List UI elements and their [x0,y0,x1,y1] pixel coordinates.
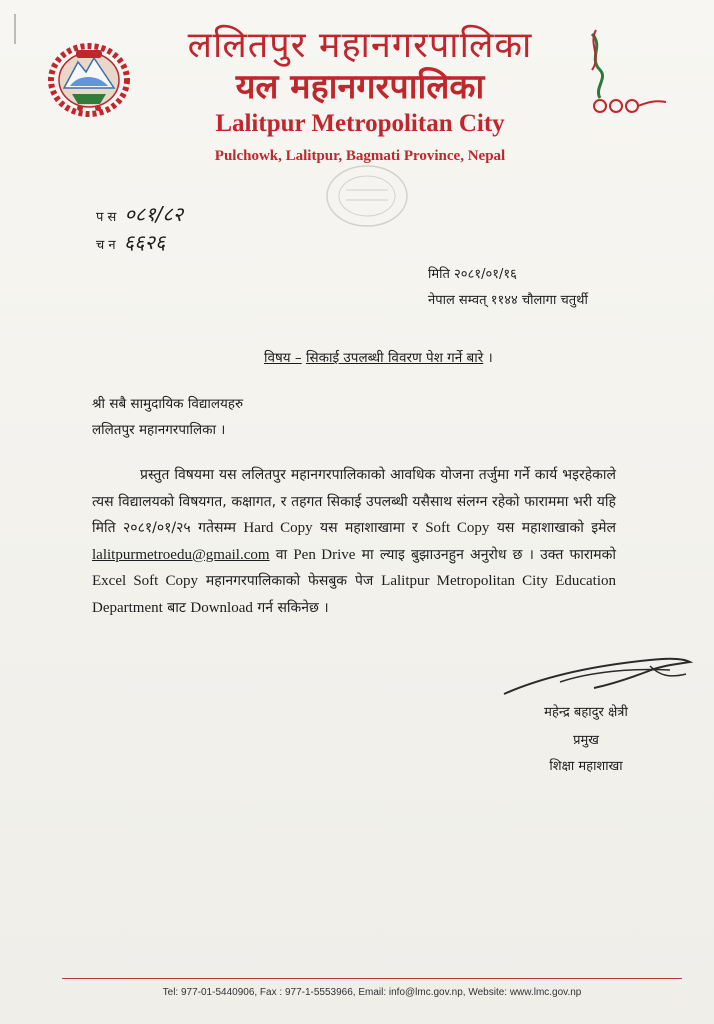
body-text-8: गर्न सकिनेछ । [252,599,329,616]
body-hard-copy: Hard Copy [243,520,313,536]
nepal-emblem-icon [46,38,132,118]
cn-value: ६६२६ [123,230,166,254]
subject-text: सिकाई उपलब्धी विवरण पेश गर्ने बारे [305,350,484,366]
ps-value: ०८१/८२ [124,202,184,226]
date-nepal-sambat: नेपाल सम्वत् ११४४ चौलागा चतुर्थी [428,293,588,308]
body-text-2: यस महाशाखामा र [312,520,426,536]
body-pen-drive: Pen Drive [293,546,356,563]
ps-label: प स [96,210,117,225]
signatory-name: महेन्द्र बहादुर क्षेत्री [544,705,628,720]
body-text-5: मा ल्याइ बुझाउनहुन अनुरोध छ । उक्त फारामको [355,546,616,563]
cn-label: च न [96,238,116,253]
email-link[interactable]: lalitpurmetroedu@gmail.com [92,546,270,563]
body-excel: Excel Soft Copy [92,573,199,589]
addressee-line2: ललितपुर महानगरपालिका । [92,422,226,438]
reference-ps [96,200,183,227]
footer-divider [62,978,682,979]
body-text-7: बाट [162,599,191,616]
letter-body [92,462,616,621]
letterhead-english-name: Lalitpur Metropolitan City [215,110,505,137]
body-text-3: यस महाशाखाको इमेल [489,520,616,536]
body-soft-copy: Soft Copy [425,520,490,536]
signatory-department: शिक्षा महाशाखा [549,759,623,774]
subject-line [264,348,493,366]
signatory-title: प्रमुख [573,733,599,748]
date-miti: मिति २०८१/०१/१६ [428,267,517,282]
footer-contact: Tel: 977-01-5440906, Fax : 977-1-5553966, Email: info@lmc.gov.np, Website: www.lmc.gov.np [162,987,582,998]
lalitpur-symbol-icon [578,26,670,122]
punch-mark [14,14,16,44]
body-download: Download [190,599,253,616]
reference-cn [96,228,165,255]
handwritten-signature [500,648,700,704]
body-text-4: वा [269,546,294,563]
subject-label: विषय – [264,350,302,366]
body-fb-page: Lalitpur Metropolitan City Education Department [92,573,617,616]
body-text-1: प्रस्तुत विषयमा यस ललितपुर महानगरपालिकाको आवधिक योजना तर्जुमा गर्ने कार्य भइरहेकाले त्यस विद्यालयको विषयगत, कक्षागत, र तहगत सिकाई उपलब्धी यसैसाथ संलग्न रहेको फाराममा भरी यहि मिति २०८१/०१/२५ गतेसम्म [92,467,616,536]
subject-end: । [483,350,493,366]
body-text-6: महानगरपालिकाको फेसबुक पेज [198,573,382,589]
letterhead-nepali-name: ललितपुर महानगरपालिका [187,25,533,66]
addressee-line1: श्री सबै सामुदायिक विद्यालयहरु [92,396,244,412]
letterhead-address: Pulchowk, Lalitpur, Bagmati Province, Nepal [214,148,506,164]
letterhead-newari-name: यल महानगरपालिका [235,67,485,107]
body-paragraph [92,462,616,621]
faint-stamp-mark [322,160,412,232]
